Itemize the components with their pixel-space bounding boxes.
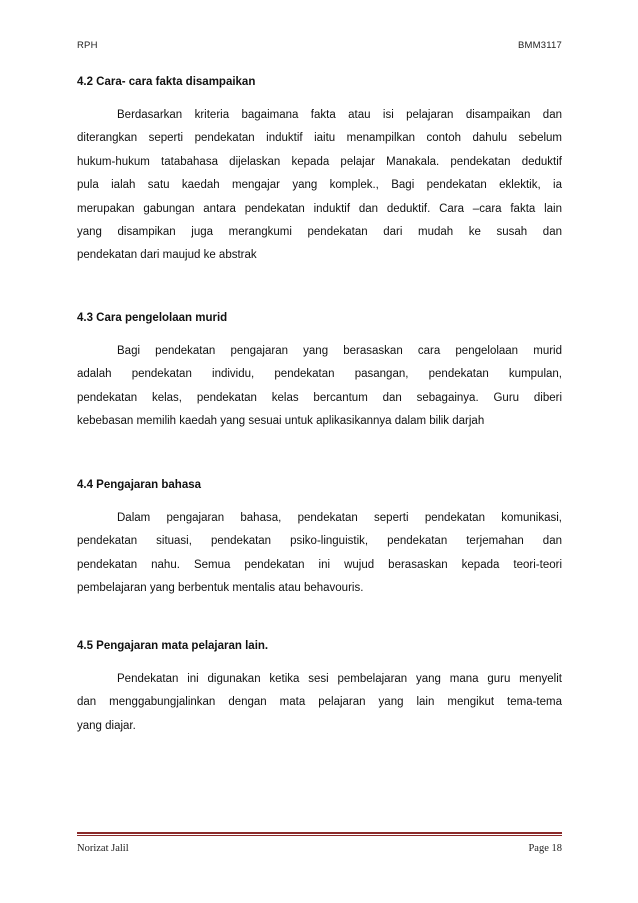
section-heading: 4.5 Pengajaran mata pelajaran lain.: [77, 640, 269, 652]
header-left: RPH: [77, 40, 98, 51]
paragraph-line: yang diajar.: [77, 719, 136, 732]
paragraph-line: Dalam pengajaran bahasa, pendekatan seperti pendekatan komunikasi,: [117, 512, 562, 524]
paragraph-line: pendekatan kelas, pendekatan kelas bercantum dan sebagainya. Guru diberi: [77, 391, 562, 404]
section-heading: 4.3 Cara pengelolaan murid: [77, 312, 228, 324]
paragraph-line: diterangkan seperti pendekatan induktif iaitu menampilkan contoh dahulu sebelum: [77, 132, 562, 145]
header-right: BMM3117: [518, 40, 562, 51]
section-4-5: [77, 640, 562, 738]
footer-page-number: Page 18: [528, 843, 562, 854]
footer-rule-thin: [77, 835, 562, 836]
paragraph-line: pula ialah satu kaedah mengajar yang komplek., Bagi pendekatan eklektik, ia: [77, 179, 562, 192]
paragraph-line: Berdasarkan kriteria bagaimana fakta atau isi pelajaran disampaikan dan: [117, 109, 562, 121]
paragraph-line: Bagi pendekatan pengajaran yang berasaskan cara pengelolaan murid: [117, 345, 562, 357]
section-paragraph: [77, 340, 562, 434]
paragraph-line: hukum-hukum tatabahasa dijelaskan kepada pelajar Manakala. pendekatan deduktif: [77, 155, 562, 168]
paragraph-line: pembelajaran yang berbentuk mentalis atau behavouris.: [77, 582, 364, 595]
paragraph-line: pendekatan situasi, pendekatan psiko-linguistik, pendekatan terjemahan dan: [77, 535, 562, 548]
footer-author: Norizat Jalil: [77, 843, 129, 854]
paragraph-line: kebebasan memilih kaedah yang sesuai untuk aplikasikannya dalam bilik darjah: [77, 415, 485, 428]
paragraph-line: pendekatan dari maujud ke abstrak: [77, 249, 257, 262]
section-4-4: [77, 479, 562, 601]
section-heading: 4.2 Cara- cara fakta disampaikan: [77, 76, 256, 88]
section-paragraph: [77, 507, 562, 601]
section-heading: 4.4 Pengajaran bahasa: [77, 479, 202, 491]
section-paragraph: [77, 104, 562, 268]
paragraph-line: pendekatan nahu. Semua pendekatan ini wujud berasaskan kepada teori-teori: [77, 558, 562, 571]
section-paragraph: [77, 668, 562, 738]
paragraph-line: Pendekatan ini digunakan ketika sesi pembelajaran yang mana guru menyelit: [117, 673, 562, 685]
footer-rule: [77, 832, 562, 834]
section-4-3: [77, 312, 562, 434]
paragraph-line: adalah pendekatan individu, pendekatan pasangan, pendekatan kumpulan,: [77, 368, 562, 381]
paragraph-line: yang disampikan juga merangkumi pendekatan dari mudah ke susah dan: [77, 225, 562, 238]
paragraph-line: merupakan gabungan antara pendekatan induktif dan deduktif. Cara –cara fakta lain: [77, 202, 562, 215]
paragraph-line: dan menggabungjalinkan dengan mata pelajaran yang lain mengikut tema-tema: [77, 696, 562, 709]
section-4-2: [77, 76, 562, 268]
